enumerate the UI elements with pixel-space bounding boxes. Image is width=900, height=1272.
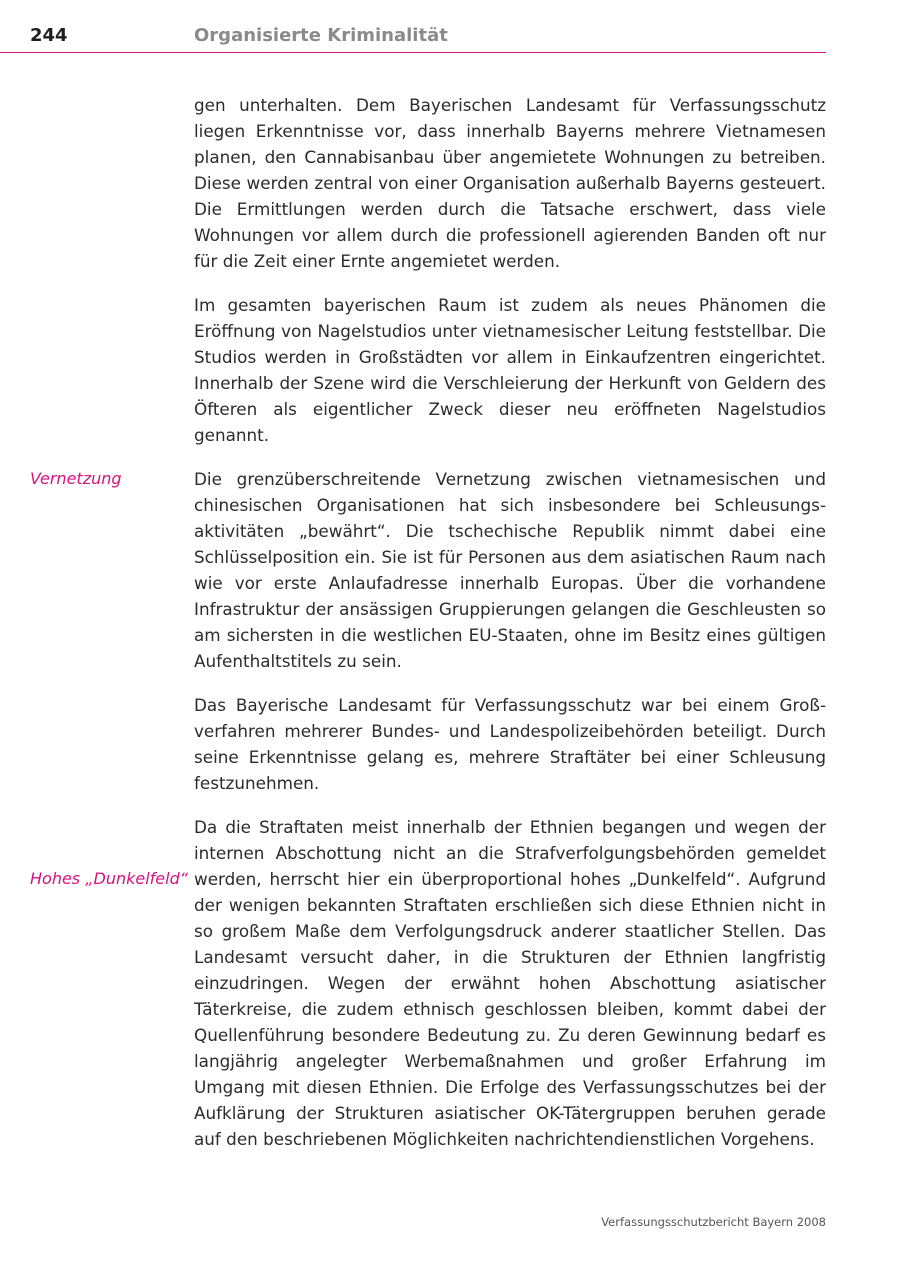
main-content [30, 92, 826, 1170]
paragraph-5 [30, 814, 826, 1152]
margin-note-dunkelfeld: Hohes „Dunkelfeld“ [30, 869, 189, 888]
page-number: 244 [30, 25, 68, 46]
paragraph-text: gen unterhalten. Dem Bayerischen Landesamt für Verfassungsschutz liegen Erkenntnisse vor, dass innerhalb Bayerns mehrere Vietnamesen planen, den Cannabisanbau über angemietete Wohnungen zu betreiben. Diese werden zentral von einer Organisation außerhalb Bayerns gesteuert. Die Ermittlungen werden durch die Tatsache erschwert, dass viele Wohnungen vor allem durch die professionell agierenden Banden oft nur für die Zeit einer Ernte angemietet werden. [194, 95, 826, 271]
paragraph-3 [30, 466, 826, 674]
paragraph-2 [194, 292, 826, 448]
paragraph-text: Im gesamten bayerischen Raum ist zudem als neues Phänomen die Eröffnung von Nagelstudios unter vietnamesischer Leitung feststellbar. Die Studios werden in Großstädten vor allem in Einkaufzentren eingerichtet. Innerhalb der Szene wird die Verschleierung der Herkunft von Geldern des Öfteren als eigentlicher Zweck dieser neu eröffneten Nagelstudios genannt. [194, 295, 826, 445]
paragraph-1 [194, 92, 826, 274]
paragraph-4 [194, 692, 826, 796]
paragraph-text: Da die Straftaten meist innerhalb der Ethnien begangen und wegen der internen Abschottung nicht an die Strafverfolgungsbehörden gemeldet werden, herrscht hier ein überproportional hohes „Dunkelfeld“. Aufgrund der wenigen bekannten Straftaten erschließen sich diese Ethnien nicht in so großem Maße dem Verfolgungsdruck anderer staatlicher Stellen. Das Landesamt versucht daher, in die Strukturen der Ethnien langfristig einzudringen. Wegen der erwähnt hohen Abschottung asiatischer Täterkreise, die zudem ethnisch geschlossen bleiben, kommt dabei der Quellenführung besondere Bedeutung zu. Zu deren Gewinnung bedarf es langjährig angelegter Werbemaßnahmen und großer Erfahrung im Umgang mit diesen Ethnien. Die Erfolge des Verfassungsschutzes bei der Aufklärung der Strukturen asiatischer OK-Tätergruppen beruhen gerade auf den beschriebenen Möglichkeiten nachrichtendienstlichen Vorgehens. [194, 817, 826, 1149]
margin-note-vernetzung: Vernetzung [30, 469, 122, 488]
page-header [0, 20, 826, 53]
running-title: Organisierte Kriminalität [194, 25, 448, 46]
page-footer: Verfassungsschutzbericht Bayern 2008 [601, 1215, 826, 1229]
paragraph-text: Das Bayerische Landesamt für Verfassungsschutz war bei einem Großverfahren mehrerer Bundes- und Landespolizeibehörden beteiligt. Durch seine Erkenntnisse gelang es, mehrere Straftäter bei einer Schleusung festzunehmen. [194, 695, 826, 793]
paragraph-text: Die grenzüberschreitende Vernetzung zwischen vietnamesischen und chinesischen Organisationen hat sich insbesondere bei Schleusungsaktivitäten „bewährt“. Die tschechische Republik nimmt dabei eine Schlüsselposition ein. Sie ist für Personen aus dem asiatischen Raum nach wie vor erste Anlaufadresse innerhalb Europas. Über die vorhandene Infrastruktur der ansässigen Gruppierungen gelangen die Geschleusten so am sichersten in die westlichen EU-Staaten, ohne im Besitz eines gültigen Aufenthaltstitels zu sein. [194, 469, 826, 671]
